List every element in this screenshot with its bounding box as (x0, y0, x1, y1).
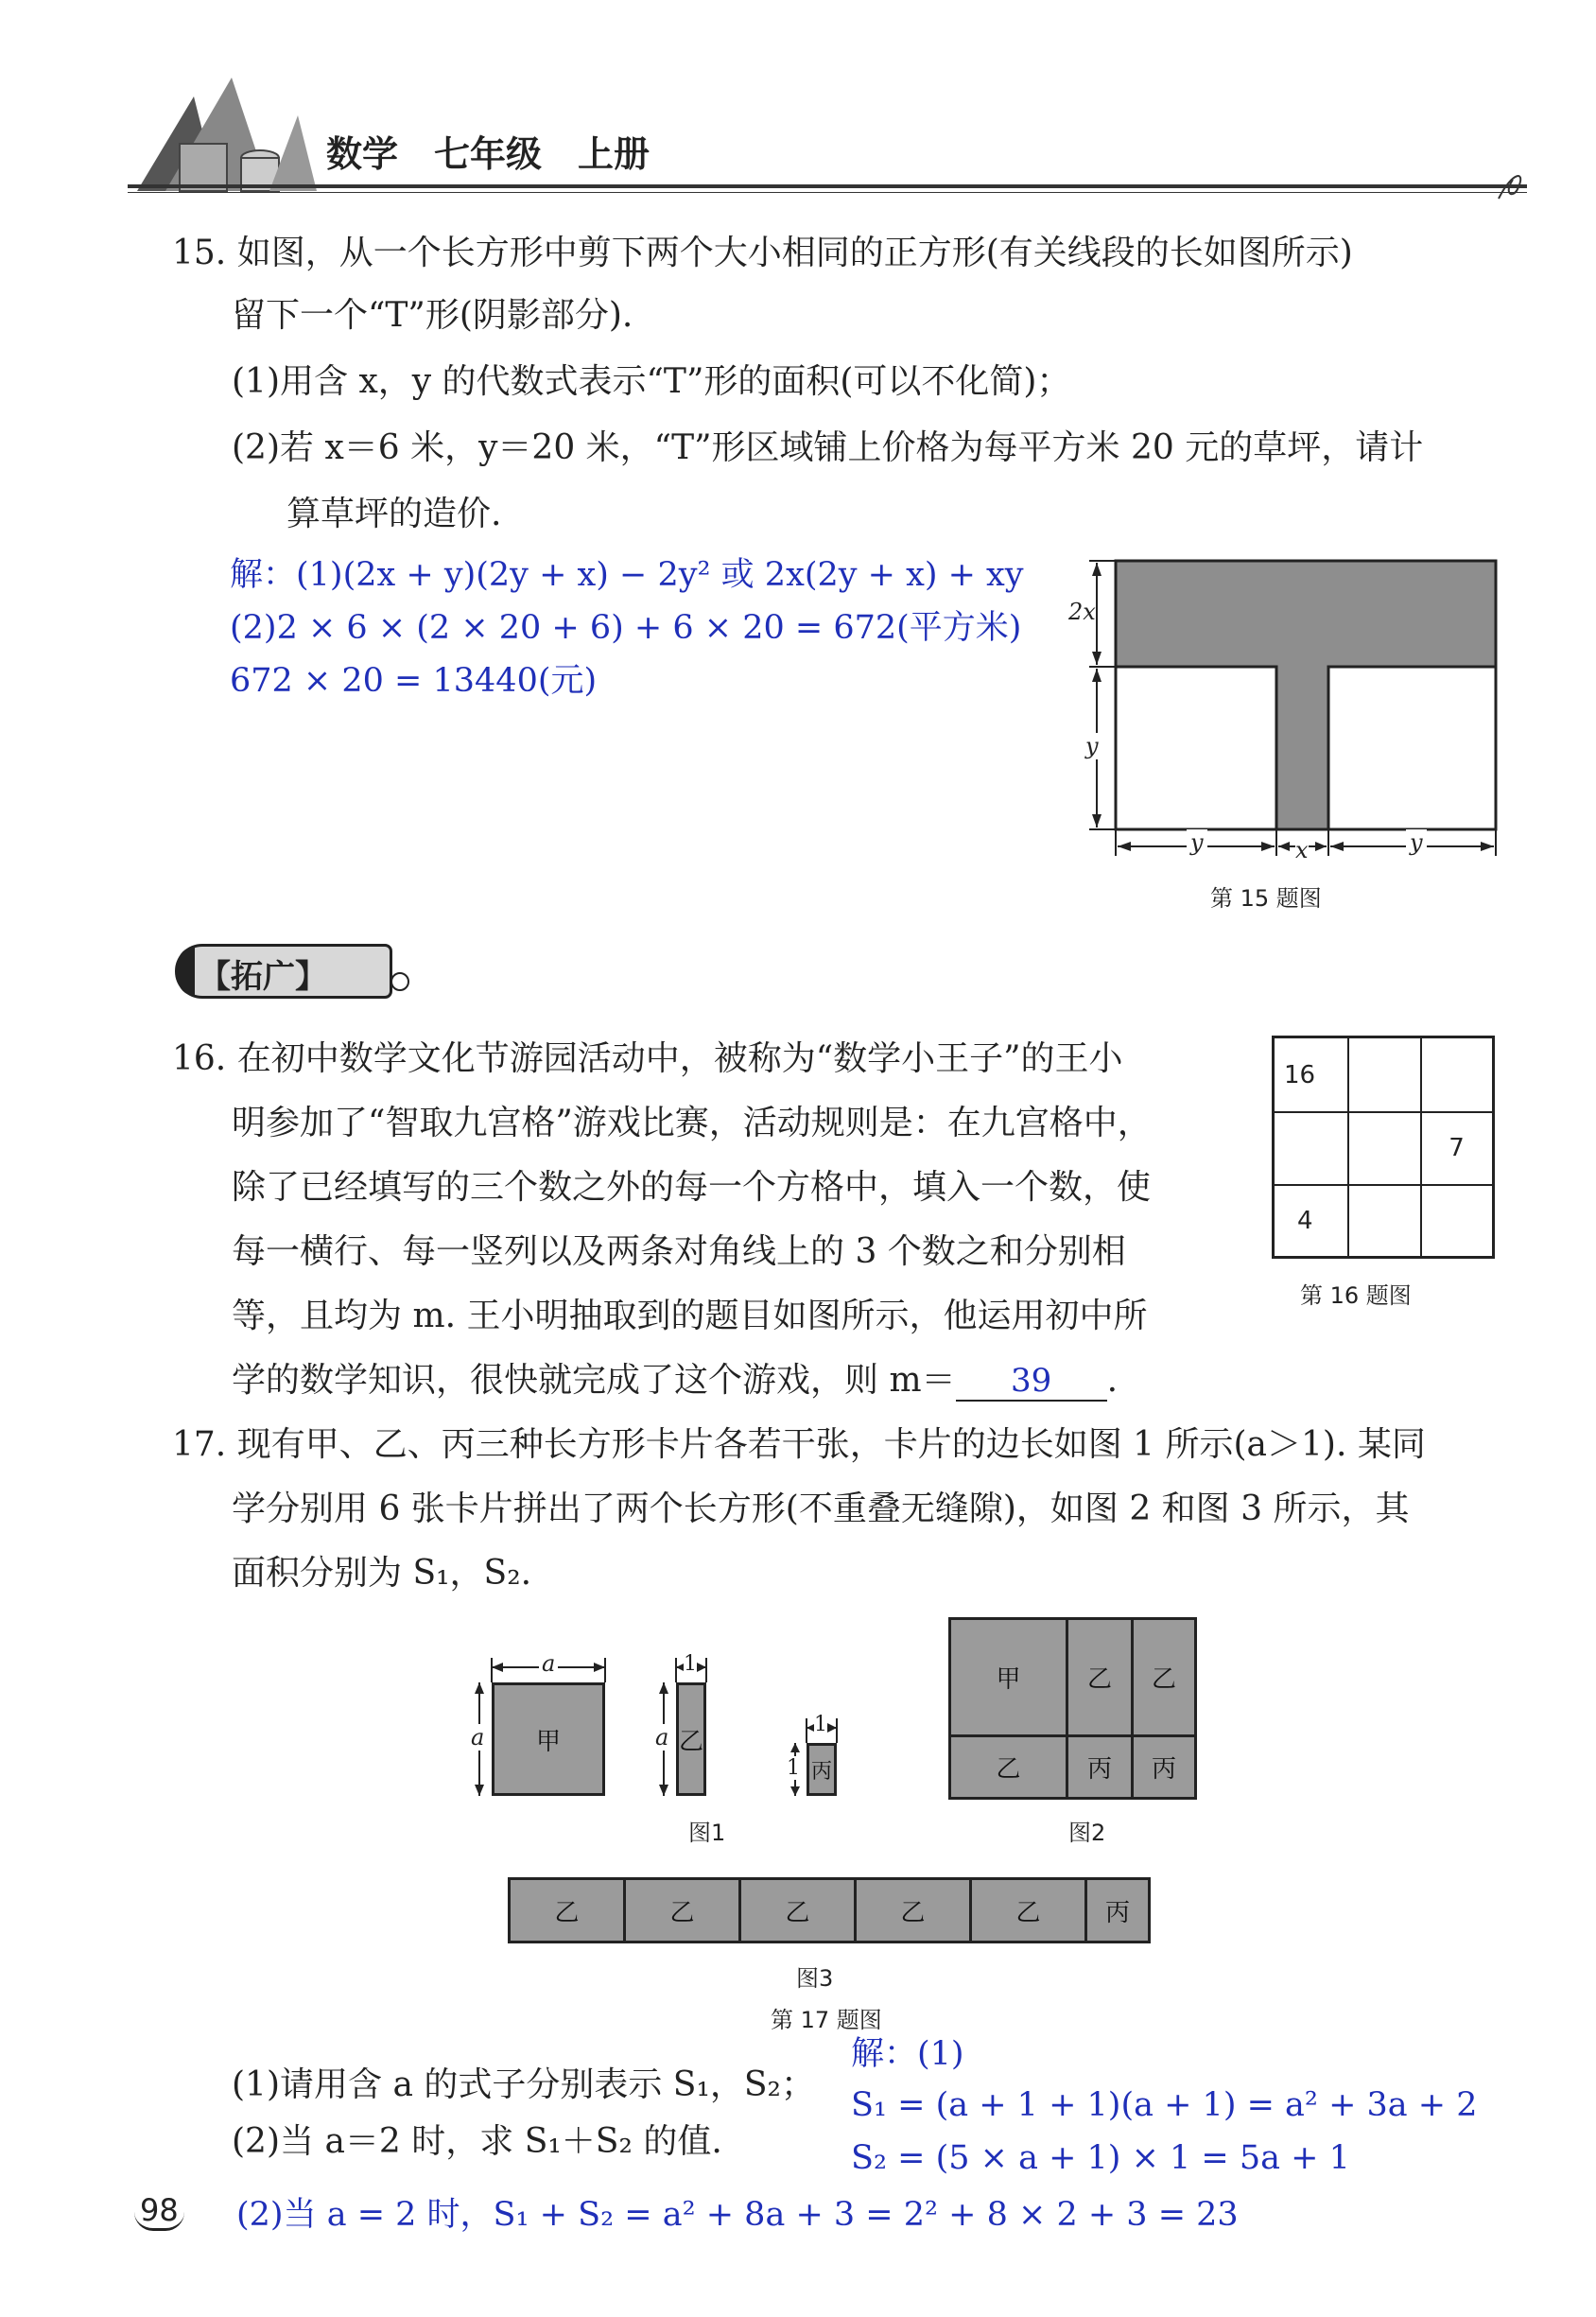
grid-cell-r2c1 (1275, 1111, 1347, 1184)
q17-line1: 17. 现有甲、乙、丙三种长方形卡片各若干张，卡片的边长如图 1 所示(a＞1). 某同 (172, 1425, 1426, 1464)
fig1-label-a-side: a (471, 1724, 485, 1751)
q15-part2b: 算草坪的造价. (286, 495, 502, 533)
fig3-cell-bing: 丙 (1084, 1877, 1151, 1943)
header-curl-icon (1494, 161, 1532, 212)
card-jia: 甲 (492, 1682, 605, 1796)
grid-cell-r1c3 (1420, 1038, 1493, 1111)
grid-cell-r1c2 (1347, 1038, 1420, 1111)
q15-part1: (1)用含 x，y 的代数式表示“T”形的面积(可以不化简)； (232, 362, 1071, 401)
q17-fig1 (468, 1650, 884, 1802)
grid-cell-r3c3 (1420, 1184, 1493, 1257)
section-tag (175, 944, 392, 999)
q16-line1: 16. 在初中数学文化节游园活动中，被称为“数学小王子”的王小 (172, 1039, 1123, 1078)
geometry-logo-icon (128, 59, 336, 200)
left-square (1116, 667, 1276, 829)
q16-answer-blank (956, 1362, 1107, 1402)
q17-answer-head: 解：(1) (851, 2035, 964, 2073)
q16-line3: 除了已经填写的三个数之外的每一个方格中，填入一个数，使 (232, 1168, 1152, 1207)
grid-cell-r2c2 (1347, 1111, 1420, 1184)
q15-label-y-left: y (1085, 733, 1099, 759)
q15-part2a: (2)若 x＝6 米，y＝20 米，“T”形区域铺上价格为每平方米 20 元的草坪，请计 (232, 428, 1424, 467)
q15-label-2x: 2x (1068, 599, 1096, 625)
fig1-label-1-top: 1 (684, 1652, 697, 1676)
fig3-cell-yi-2: 乙 (623, 1877, 741, 1943)
q15-answer-1: 解：(1)(2x + y)(2y + x) − 2y² 或 2x(2y + x) + xy (230, 556, 1024, 594)
q15-line2: 留下一个“T”形(阴影部分). (232, 296, 633, 335)
header-title: 数学 七年级 上册 (326, 133, 651, 175)
grid-cell-r3c1: 4 (1297, 1206, 1313, 1235)
q17-caption: 第 17 题图 (771, 2007, 882, 2033)
fig3-cell-yi-1: 乙 (508, 1877, 626, 1943)
fig1-label-a-top: a (539, 1650, 558, 1677)
fig2-cell-yi-1: 乙 (1066, 1617, 1134, 1737)
fig2-caption: 图2 (1068, 1820, 1106, 1846)
q17-fig3 (508, 1877, 1151, 1943)
q17-answer-part2: (2)当 a = 2 时，S₁ + S₂ = a² + 8a + 3 = 2² + 8 × 2 + 3 = 23 (236, 2196, 1239, 2234)
q17-part1: (1)请用含 a 的式子分别表示 S₁，S₂； (232, 2065, 815, 2104)
q16-line6-prefix: 学的数学知识，很快就完成了这个游戏，则 m＝ (232, 1361, 956, 1400)
q16-answer: 39 (1010, 1362, 1052, 1400)
q16-line2: 明参加了“智取九宫格”游戏比赛，活动规则是：在九宫格中， (232, 1104, 1152, 1142)
fig3-caption: 图3 (796, 1965, 834, 1992)
fig3-cell-yi-5: 乙 (969, 1877, 1087, 1943)
card-bing: 丙 (807, 1743, 837, 1796)
fig1-label-a-side2: a (655, 1724, 669, 1751)
card-yi: 乙 (676, 1682, 706, 1796)
section-tag-dot-icon (390, 972, 409, 991)
right-square (1328, 667, 1496, 829)
q15-answer-2: (2)2 × 6 × (2 × 20 + 6) + 6 × 20 = 672(平方米) (230, 609, 1022, 647)
q16-line6-suffix: . (1106, 1361, 1119, 1400)
fig2-cell-bing-1: 丙 (1066, 1734, 1134, 1800)
q16-caption: 第 16 题图 (1300, 1282, 1412, 1309)
q15-caption: 第 15 题图 (1210, 885, 1322, 912)
section-tag-cap (178, 947, 195, 996)
q15-label-y-bottom-left: y (1187, 829, 1207, 856)
fig2-cell-jia: 甲 (948, 1617, 1068, 1737)
q17-fig2 (948, 1617, 1194, 1797)
magic-square-grid (1272, 1036, 1495, 1259)
q17-part2: (2)当 a＝2 时，求 S₁＋S₂ 的值. (232, 2122, 722, 2161)
grid-cell-r1c1: 16 (1284, 1060, 1316, 1089)
q16-line5: 等，且均为 m. 王小明抽取到的题目如图所示，他运用初中所 (232, 1297, 1148, 1335)
q17-line3: 面积分别为 S₁，S₂. (232, 1554, 532, 1593)
fig1-label-1-top2: 1 (814, 1713, 827, 1736)
q16-line4: 每一横行、每一竖列以及两条对角线上的 3 个数之和分别相 (232, 1232, 1126, 1271)
q15-figure (1068, 553, 1513, 865)
fig2-cell-yi-2: 乙 (1131, 1617, 1197, 1737)
fig3-cell-yi-3: 乙 (738, 1877, 857, 1943)
fig2-cell-yi-3: 乙 (948, 1734, 1068, 1800)
q15-label-x-bottom: x (1295, 837, 1309, 863)
header-rule-thin (128, 192, 1527, 193)
grid-cell-r2c3: 7 (1449, 1133, 1465, 1162)
fig2-cell-bing-2: 丙 (1131, 1734, 1197, 1800)
fig1-label-1-side: 1 (787, 1756, 800, 1780)
page-number: 98 (134, 2192, 184, 2231)
header-rule (128, 184, 1527, 188)
fig3-cell-yi-4: 乙 (854, 1877, 972, 1943)
q17-answer-s1: S₁ = (a + 1 + 1)(a + 1) = a² + 3a + 2 (851, 2086, 1478, 2124)
q15-answer-3: 672 × 20 = 13440(元) (230, 662, 598, 700)
grid-cell-r3c2 (1347, 1184, 1420, 1257)
q17-answer-s2: S₂ = (5 × a + 1) × 1 = 5a + 1 (851, 2139, 1350, 2177)
q17-line2: 学分别用 6 张卡片拼出了两个长方形(不重叠无缝隙)，如图 2 和图 3 所示，其 (232, 1490, 1410, 1528)
q16-line6 (232, 1362, 1118, 1402)
header-logo (128, 59, 336, 200)
fig1-caption: 图1 (688, 1820, 726, 1846)
q15-label-y-bottom-right: y (1406, 829, 1427, 856)
q15-line1: 15. 如图，从一个长方形中剪下两个大小相同的正方形(有关线段的长如图所示) (172, 234, 1353, 272)
section-tag-label: 【拓广】 (199, 958, 327, 996)
